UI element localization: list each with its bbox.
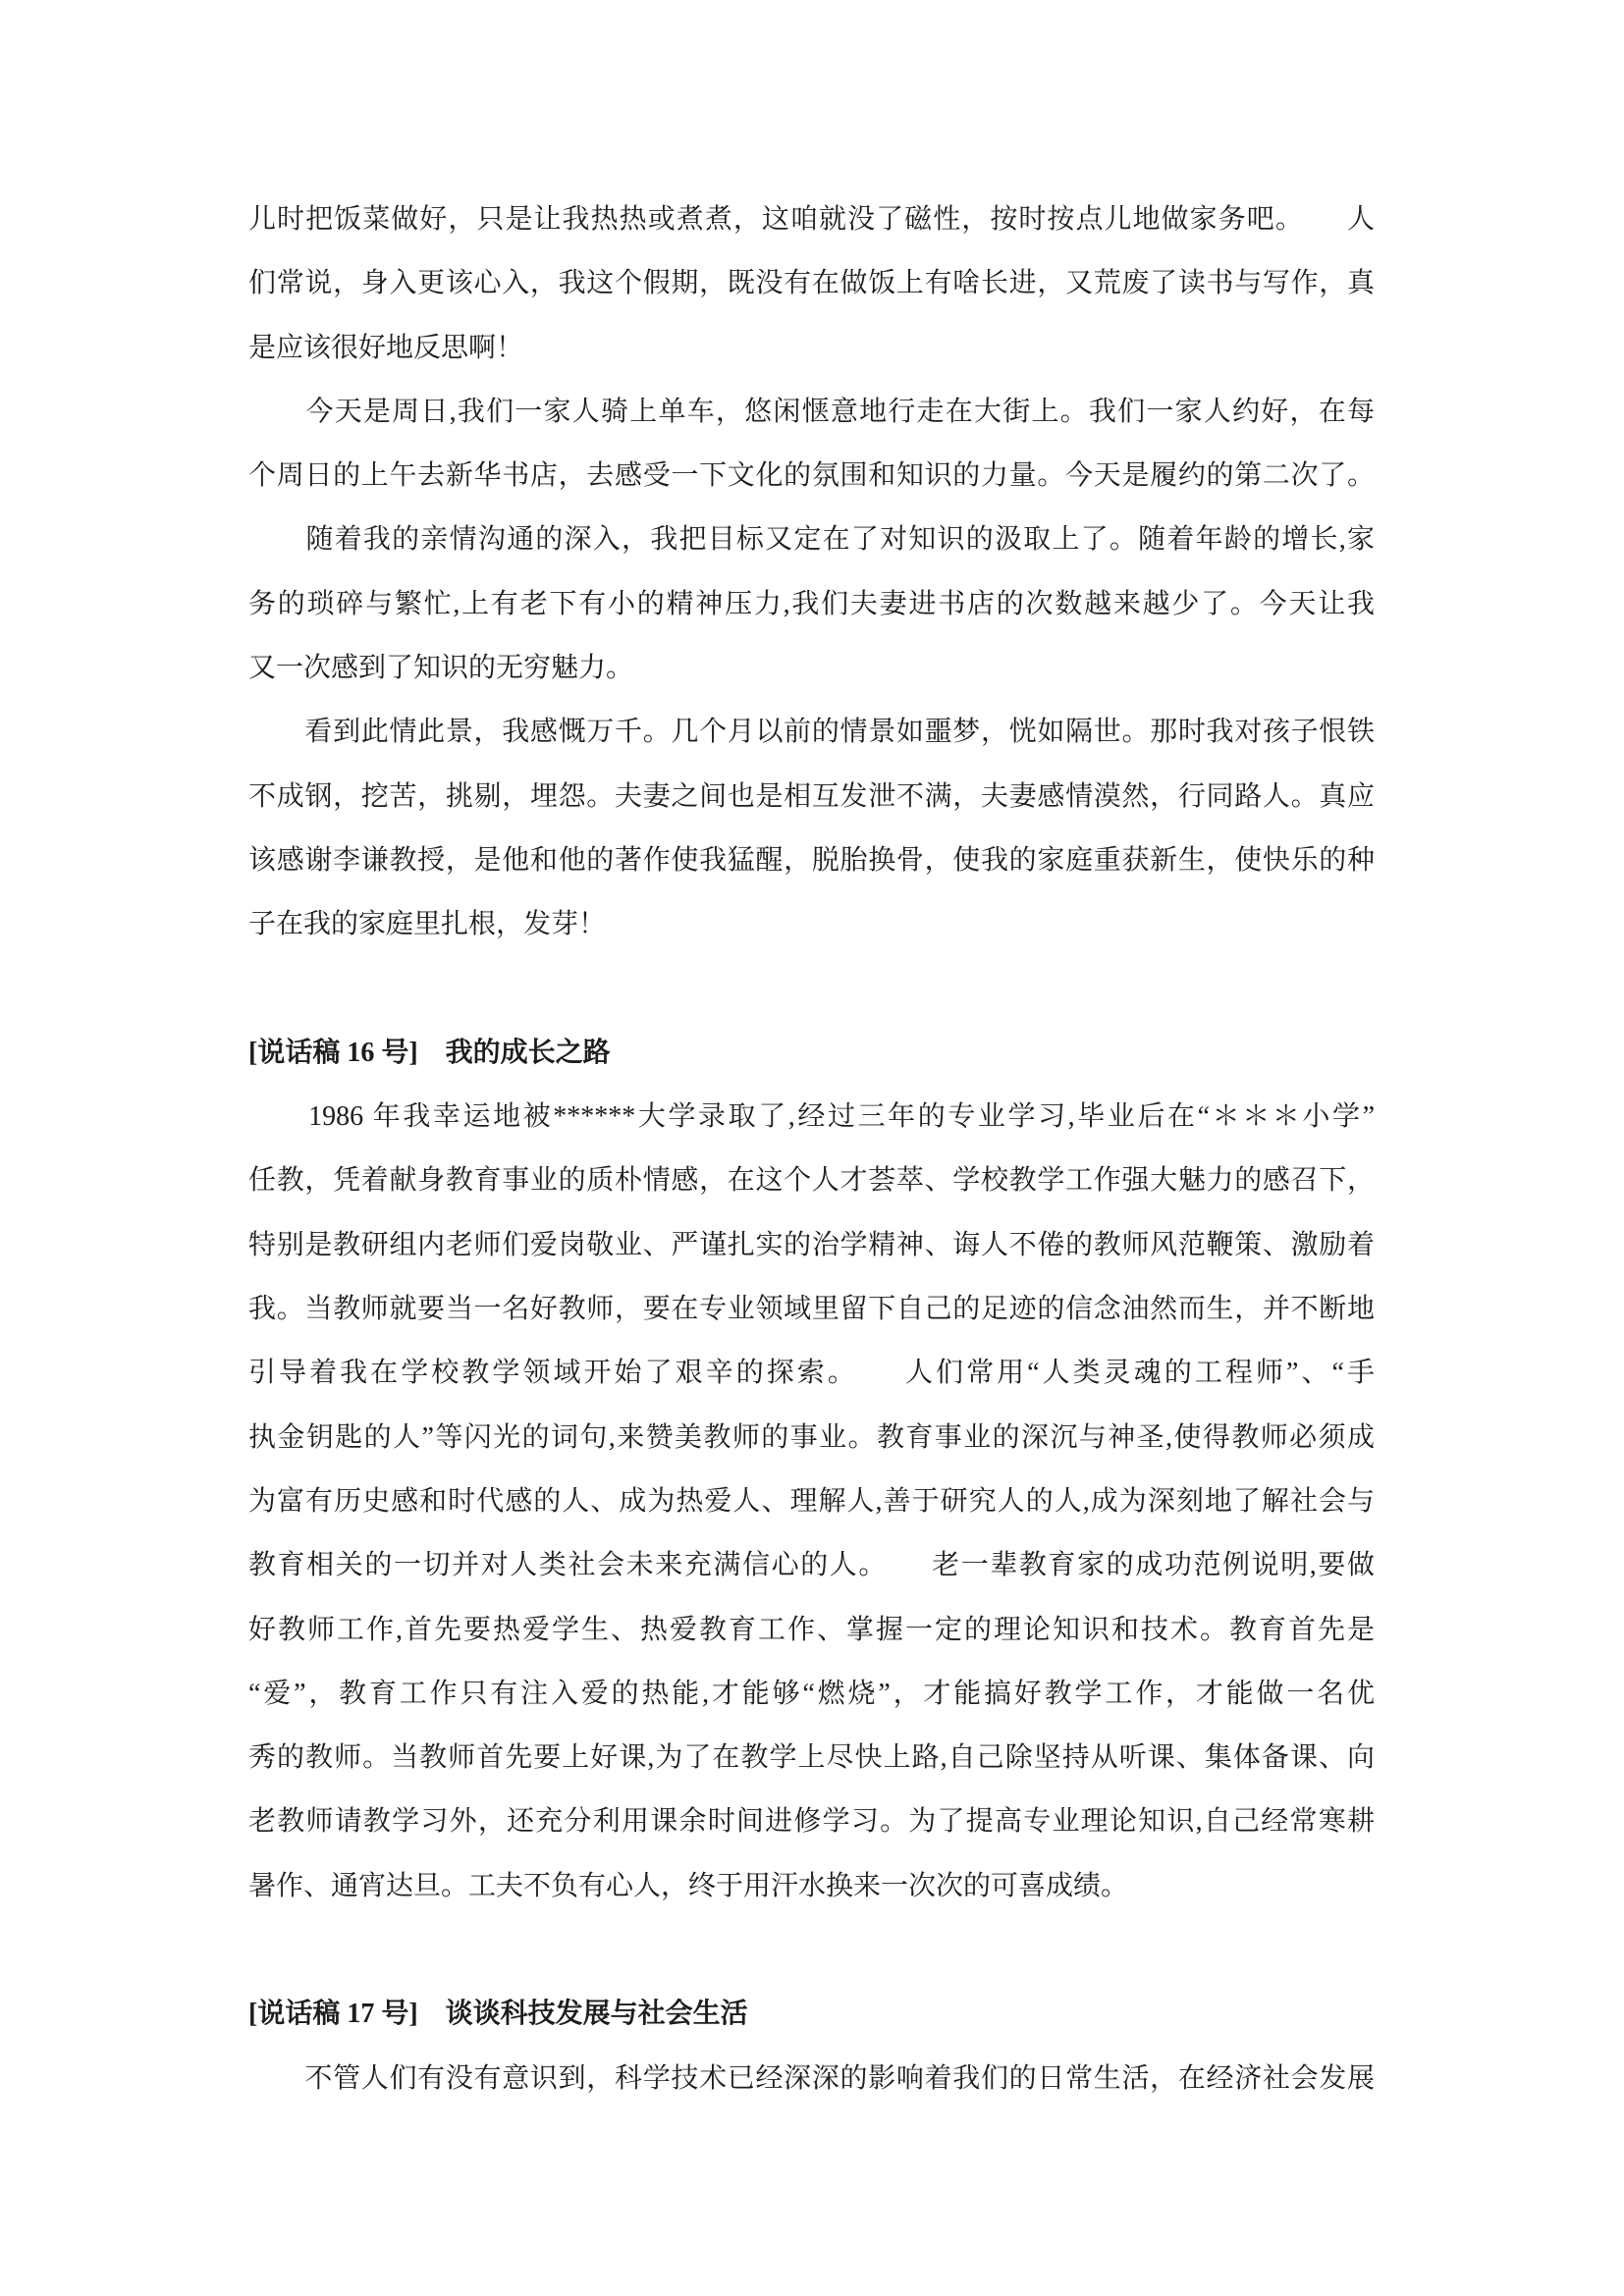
text-line: 子在我的家庭里扎根，发芽！ bbox=[248, 909, 607, 940]
text-line: 又一次感到了知识的无穷魅力。 bbox=[248, 653, 634, 684]
text-line: 看到此情此景，我感慨万千。几个月以前的情景如噩梦，恍如隔世。那时我对孩子恨铁 bbox=[248, 717, 1375, 748]
text-line: 不管人们有没有意识到，科学技术已经深深的影响着我们的日常生活，在经济社会发展 bbox=[248, 2062, 1375, 2094]
text-line: 们常说，身入更该心入，我这个假期，既没有在做饭上有啥长进，又荒废了读书与写作，真 bbox=[248, 268, 1375, 299]
text-line: 暑作、通宵达旦。工夫不负有心人，终于用汗水换来一次次的可喜成绩。 bbox=[248, 1870, 1129, 1901]
text-line: 为富有历史感和时代感的人、成为热爱人、理解人,善于研究人的人,成为深刻地了解社会与 bbox=[248, 1485, 1375, 1517]
text-line: 务的琐碎与繁忙,上有老下有小的精神压力,我们夫妻进书店的次数越来越少了。今天让我 bbox=[248, 588, 1375, 619]
text-line: 教育相关的一切并对人类社会未来充满信心的人。 老一辈教育家的成功范例说明,要做 bbox=[248, 1550, 1375, 1581]
text-line: 秀的教师。当教师首先要上好课,为了在教学上尽快上路,自己除坚持从听课、集体备课、向 bbox=[248, 1742, 1375, 1774]
text-line: 1986 年我幸运地被******大学录取了,经过三年的专业学习,毕业后在“＊＊＊小学” bbox=[248, 1101, 1375, 1133]
text-line: 执金钥匙的人”等闪光的词句,来赞美教师的事业。教育事业的深沉与神圣,使得教师必须成 bbox=[248, 1421, 1375, 1453]
text-line: 特别是教研组内老师们爱岗敬业、严谨扎实的治学精神、诲人不倦的教师风范鞭策、激励着 bbox=[248, 1229, 1375, 1260]
text-line: 老教师请教学习外，还充分利用课余时间进修学习。为了提高专业理论知识,自己经常寒耕 bbox=[248, 1806, 1375, 1838]
text-line: 今天是周日,我们一家人骑上单车，悠闲惬意地行走在大街上。我们一家人约好，在每 bbox=[248, 396, 1375, 427]
blank-line bbox=[248, 957, 1375, 1021]
section-heading: [说话稿 17 号] 谈谈科技发展与社会生活 bbox=[248, 1999, 748, 2030]
text-line: 是应该很好地反思啊！ bbox=[248, 332, 524, 363]
text-line: 个周日的上午去新华书店，去感受一下文化的氛围和知识的力量。今天是履约的第二次了。 bbox=[248, 460, 1375, 492]
text-line: 好教师工作,首先要热爱学生、热爱教育工作、掌握一定的理论知识和技术。教育首先是 bbox=[248, 1614, 1375, 1645]
text-line: “爱”，教育工作只有注入爱的热能,才能够“燃烧”，才能搞好教学工作，才能做一名优 bbox=[248, 1678, 1375, 1709]
section-heading: [说话稿 16 号] 我的成长之路 bbox=[248, 1037, 611, 1068]
text-line: 随着我的亲情沟通的深入，我把目标又定在了对知识的汲取上了。随着年龄的增长,家 bbox=[248, 524, 1375, 556]
document-text-block bbox=[248, 187, 1375, 2110]
text-line: 不成钢，挖苦，挑剔，埋怨。夫妻之间也是相互发泄不满，夫妻感情漠然，行同路人。真应 bbox=[248, 780, 1375, 812]
blank-line bbox=[248, 1918, 1375, 1982]
text-line: 我。当教师就要当一名好教师，要在专业领域里留下自己的足迹的信念油然而生，并不断地 bbox=[248, 1294, 1375, 1325]
text-line: 引导着我在学校教学领域开始了艰辛的探索。 人们常用“人类灵魂的工程师”、“手 bbox=[248, 1358, 1375, 1389]
text-line: 任教，凭着献身教育事业的质朴情感，在这个人才荟萃、学校教学工作强大魅力的感召下， bbox=[248, 1165, 1375, 1197]
text-line: 该感谢李谦教授，是他和他的著作使我猛醒，脱胎换骨，使我的家庭重获新生，使快乐的种 bbox=[248, 844, 1375, 876]
text-line: 儿时把饭菜做好，只是让我热热或煮煮，这咱就没了磁性，按时按点儿地做家务吧。 人 bbox=[248, 204, 1375, 235]
